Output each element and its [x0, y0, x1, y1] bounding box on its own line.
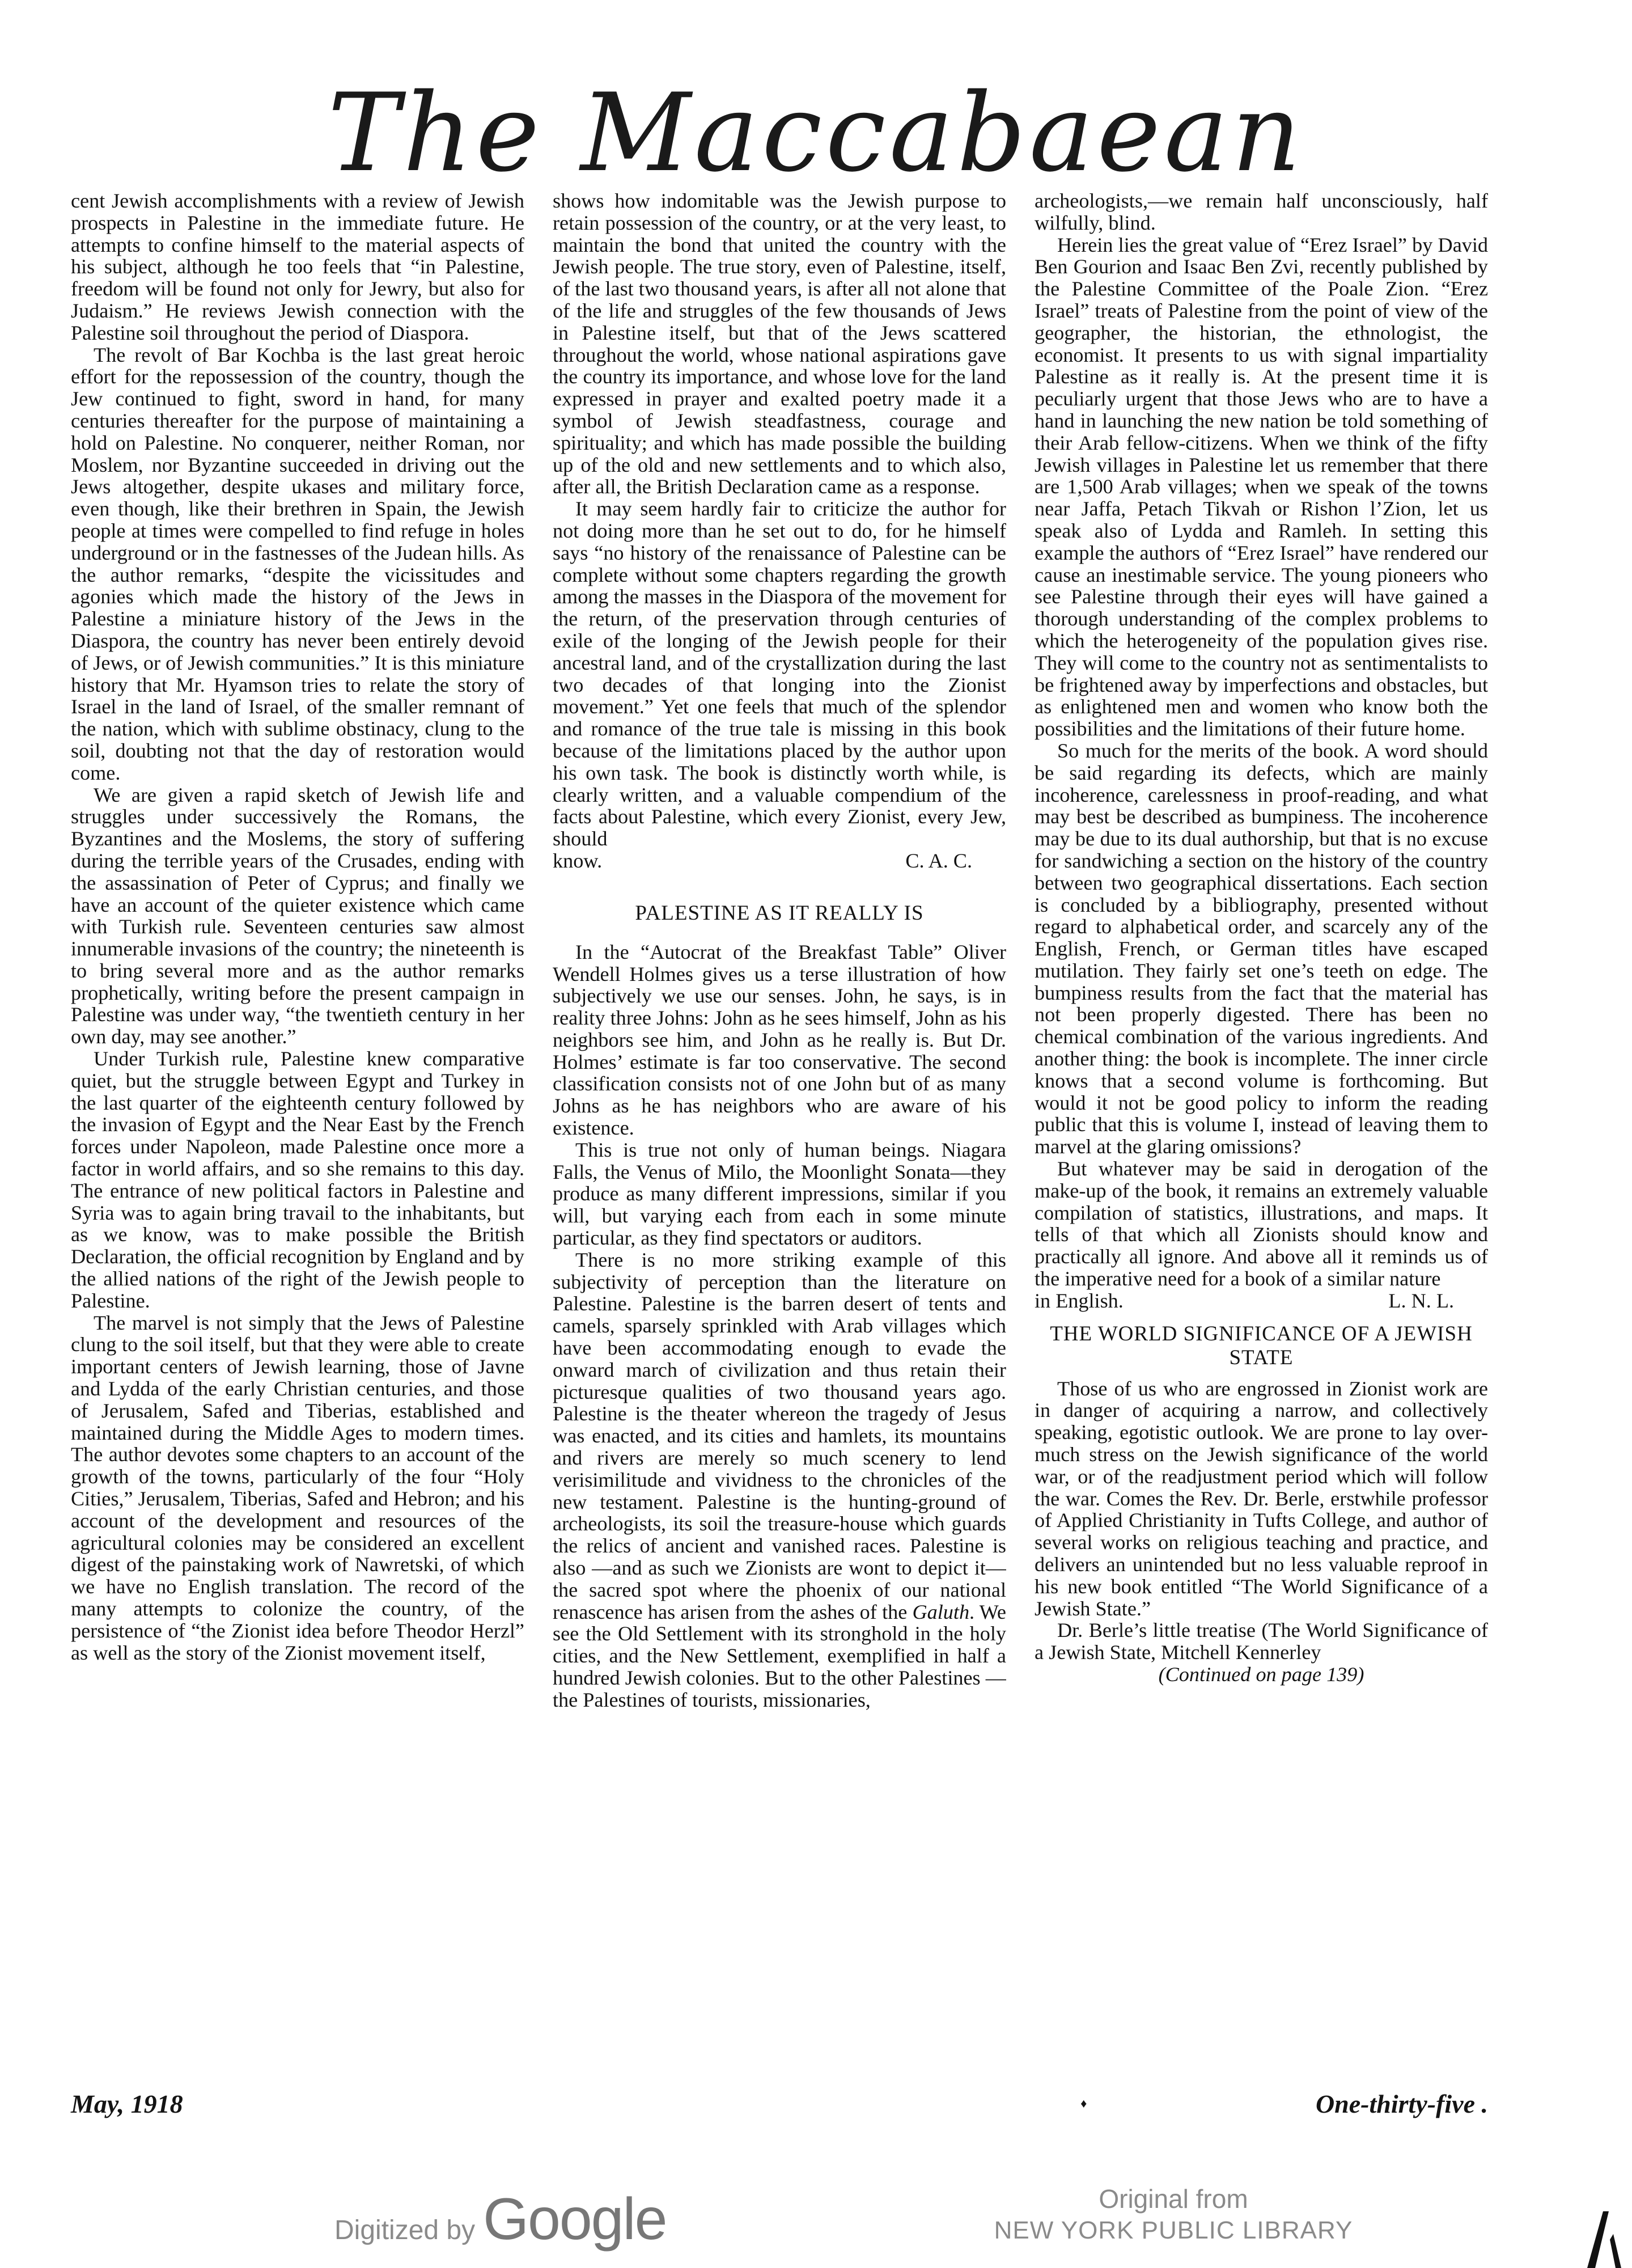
paragraph: There is no more striking example of this subjectivity of perception than the literature on Palestine. Palestine is the barren desert of tents and camels, sparsely sprinkled with Arab villages which have been accommodating enough to evade the onward march of civilization and thus retain their picturesque qualities of two thousand years ago. Palestine is the theater whereon the tragedy of Jesus was enacted, and its cities and hamlets, its mountains and rivers are merely so much scenery to lend verisimilitude and vividness to the chronicles of the new testament. Palestine is the hunting-ground of archeologists, its soil the treasure-house which guards the relics of ancient and vanished races. Palestine is also —and as such we Zionists are wont to depict it—the sacred spot where the phoenix of our national renascence has arisen from the ashes of the Galuth. We see the Old Settlement with its stronghold in the holy cities, and the New Settlement, exemplified in half a hundred Jewish colonies. But to the other Palestines —the Palestines of tourists, missionaries, — [553, 1248, 1006, 1711]
paragraph: It may seem hardly fair to criticize the author for not doing more than he set out to do, for he himself says “no history of the renaissance of Palestine can be complete without some chapters regarding the growth among the masses in the Diaspora of the movement for the return, of the preservation through centuries of exile of the longing of the Jewish people for their ancestral land, and of the crystallization during the last two decades of that longing into the Zionist movement.” Yet one feels that much of the splendor and romance of the true tale is missing in this book because of the limitations placed by the author upon his own task. The book is distinctly worth while, is clearly written, and a valuable compendium of the facts about Palestine, which every Zionist, every Jew, should — [553, 497, 1006, 850]
article-columns — [71, 190, 1488, 2072]
author-initials: L. N. L. — [1388, 1289, 1454, 1312]
masthead — [0, 70, 1632, 196]
continued-note: (Continued on page 139) — [1158, 1663, 1364, 1686]
library-name: NEW YORK PUBLIC LIBRARY — [994, 2216, 1353, 2244]
issue-date: May, 1918 — [71, 2089, 183, 2118]
paragraph: Those of us who are engrossed in Zionist work are in danger of acquiring a narrow, and collectively speaking, egotistic outlook. We are prone to lay over-much stress on the Jewish significance of the world war, or of the readjustment period which will follow the war. Comes the Rev. Dr. Berle, erstwhile professor of Applied Christianity in Tufts College, and author of several works on religious teaching and practice, and delivers an unintended but no less valuable reproof in his new book entitled “The World Significance of a Jewish State.” — [1035, 1377, 1488, 1620]
corner-scan-mark — [1582, 2200, 1627, 2268]
paragraph: Herein lies the great value of “Erez Israel” by David Ben Gourion and Isaac Ben Zvi, recently published by the Palestine Committee of the Poale Zion. “Erez Israel” treats of Palestine from the point of view of the geographer, the historian, the ethnologist, the economist. It presents to us with signal impartiality Palestine as it really is. At the present time it is peculiarly urgent that those Jews who are to have a hand in launching the new nation be told something of their Arab fellow-citizens. When we think of the fifty Jewish villages in Palestine let us remember that there are 1,500 Arab villages; when we speak of the towns near Jaffa, Petach Tikvah or Rishon l’Zion, let us speak also of Lydda and Ramleh. In setting this example the authors of “Erez Israel” have rendered our cause an inestimable service. The young pioneers who see Palestine through their eyes will have gained a thorough understanding of the complex problems to which the heterogeneity of the population gives rise. They will come to the country not as sentimentalists to be frightened away by imperfections and obstacles, but as enlightened men and women who know both the possibilities and the limitations of their future home. — [1035, 233, 1488, 741]
section-heading: PALESTINE AS IT REALLY IS — [635, 901, 924, 925]
paragraph: This is true not only of human beings. Niagara Falls, the Venus of Milo, the Moonlight Sonata—they produce as many different impressions, similar if you will, but varying each from each in some minute particular, as they find spectators or auditors. — [553, 1138, 1006, 1250]
paragraph: cent Jewish accomplishments with a review of Jewish prospects in Palestine in the immediate future. He attempts to confine himself to the material aspects of his subject, although he too feels that “in Palestine, freedom will be found not only for Jewry, but also for Judaism.” He reviews Jewish connection with the Palestine soil throughout the period of Diaspora. — [71, 190, 524, 344]
paragraph: Under Turkish rule, Palestine knew comparative quiet, but the struggle between Egypt and Turkey in the last quarter of the eighteenth century followed by the invasion of Egypt and the Near East by the French forces under Napoleon, made Palestine once more a factor in world affairs, and so she remains to this day. The entrance of new political factors in Palestine and Syria was to again bring travail to the inhabitants, but as we know, was to make possible the British Declaration, the official recognition by England and by the allied nations of the right of the Jewish people to Palestine. — [71, 1047, 524, 1312]
paragraph: The revolt of Bar Kochba is the last great heroic effort for the repossession of the country, though the Jew continued to fight, sword in hand, for many centuries thereafter for the purpose of maintaining a hold on Palestine. No conquerer, neither Roman, nor Moslem, nor Byzantine succeeded in driving out the Jews altogether, despite ukases and military force, even though, like their brethren in Spain, the Jewish people at times were compelled to find refuge in holes underground or in the fastnesses of the Judean hills. As the author remarks, “despite the vicissitudes and agonies which made the history of the Jews in Palestine a miniature history of the Jews in the Diaspora, the country has never been entirely devoid of Jews, or of Jewish communities.” It is this miniature history that Mr. Hyamson tries to relate the story of Israel in the land of Israel, of the smaller remnant of the nation, which with sublime obstinacy, clung to the soil, doubting not that the day of restoration would come. — [71, 343, 524, 784]
paragraph: Dr. Berle’s little treatise (The World Significance of a Jewish State, Mitchell Kennerley — [1035, 1619, 1488, 1664]
original-from-label: Original from — [1099, 2184, 1248, 2214]
paragraph: archeologists,—we remain half unconsciously, half wilfully, blind. — [1035, 190, 1488, 234]
footer-ornament: ♦ — [1080, 2096, 1087, 2110]
signature-line — [1035, 1290, 1488, 1312]
page-footer — [71, 2087, 1488, 2121]
column-1 — [71, 190, 524, 2072]
paragraph: The marvel is not simply that the Jews of Palestine clung to the soil itself, but that they were able to create important centers of Jewish learning, those of Javne and Lydda of the early Christian centuries, and those of Jerusalem, Safed and Tiberias, established and maintained during the Middle Ages to modern times. The author devotes some chapters to an account of the growth of the towns, particularly of the four “Holy Cities,” Jerusalem, Tiberias, Safed and Hebron; and his account of the development and resources of the agricultural colonies may be considered an excellent digest of the painstaking work of Nawretski, of which we have no English translation. The record of the many attempts to colonize the country, of the persistence of “the Zionist idea before Theodor Herzl” as well as the story of the Zionist movement itself, — [71, 1311, 524, 1664]
signature-line — [553, 850, 1006, 872]
column-3 — [1035, 190, 1488, 2072]
signature-text: know. — [553, 849, 603, 872]
paragraph: So much for the merits of the book. A word should be said regarding its defects, which are mainly incoherence, carelessness in proof-reading, and what may best be described as bumpiness. The incoherence may be due to its dual authorship, but that is no excuse for sandwiching a section on the history of the country between two geographical dissertations. Each section is concluded by a bibliography, presented without regard to alphabetical order, and scarcely any of the English, French, or German titles have escaped mutilation. They fairly set one’s teeth on edge. The bumpiness results from the fact that the material has not been properly digested. There has been no chemical combination of the various ingredients. And another thing: the book is incomplete. The inner circle knows that a second volume is forthcoming. But would it not be good policy to inform the reading public that this is volume I, instead of leaving them to marvel at the glaring omissions? — [1035, 739, 1488, 1158]
page-number: One-thirty-five . — [1315, 2089, 1488, 2118]
section-heading: THE WORLD SIGNIFICANCE OF A JEWISH STATE — [1050, 1322, 1473, 1369]
digitized-by-label: Digitized by — [334, 2215, 476, 2245]
paragraph: But whatever may be said in derogation of the make-up of the book, it remains an extremely valuable compilation of statistics, illustrations, and maps. It tells of that which all Zionists should know and practically all ignore. And above all it reminds us of the imperative need for a book of a similar nature — [1035, 1157, 1488, 1290]
author-initials: C. A. C. — [905, 849, 972, 872]
paragraph: shows how indomitable was the Jewish purpose to retain possession of the country, or at the very least, to maintain the bond that united the country with the Jewish people. The true story, even of Palestine, itself, of the last two thousand years, is after all not alone that of the life and struggles of the few thousands of Jews in Palestine itself, but that of the Jews scattered throughout the world, whose national aspirations gave the country its importance, and whose love for the land expressed in prayer and exalted poetry made it a symbol of Jewish steadfastness, courage and spirituality; and which has made possible the building up of the old and new settlements and to which also, after all, the British Declaration came as a response. — [553, 190, 1006, 498]
masthead-title: The Maccabaean — [328, 70, 1304, 196]
original-source-watermark — [986, 2183, 1360, 2251]
digitized-by-watermark — [334, 2186, 667, 2252]
column-2 — [553, 190, 1006, 2072]
paragraph: In the “Autocrat of the Breakfast Table” Oliver Wendell Holmes gives us a terse illustration of how subjectively we use our senses. John, he says, is in reality three Johns: John as he sees himself, John as his neighbors see him, and John as he really is. But Dr. Holmes’ estimate is far too conservative. The second classification consists not of one John but of as many Johns as he has neighbors who are aware of his existence. — [553, 940, 1006, 1140]
signature-text: in English. — [1035, 1289, 1124, 1312]
google-logo: Google — [483, 2186, 667, 2252]
paragraph: We are given a rapid sketch of Jewish life and struggles under successively the Romans, the Byzantines and the Moslems, the story of suffering during the terrible years of the Crusades, ending with the assassination of Peter of Cyprus; and finally we have an account of the quieter existence which came with Turkish rule. Seventeen centuries saw almost innumerable invasions of the country; the nineteenth is to bring several more and as the author remarks prophetically, writing before the present campaign in Palestine was under way, “the twentieth century in her own day, may see another.” — [71, 783, 524, 1048]
